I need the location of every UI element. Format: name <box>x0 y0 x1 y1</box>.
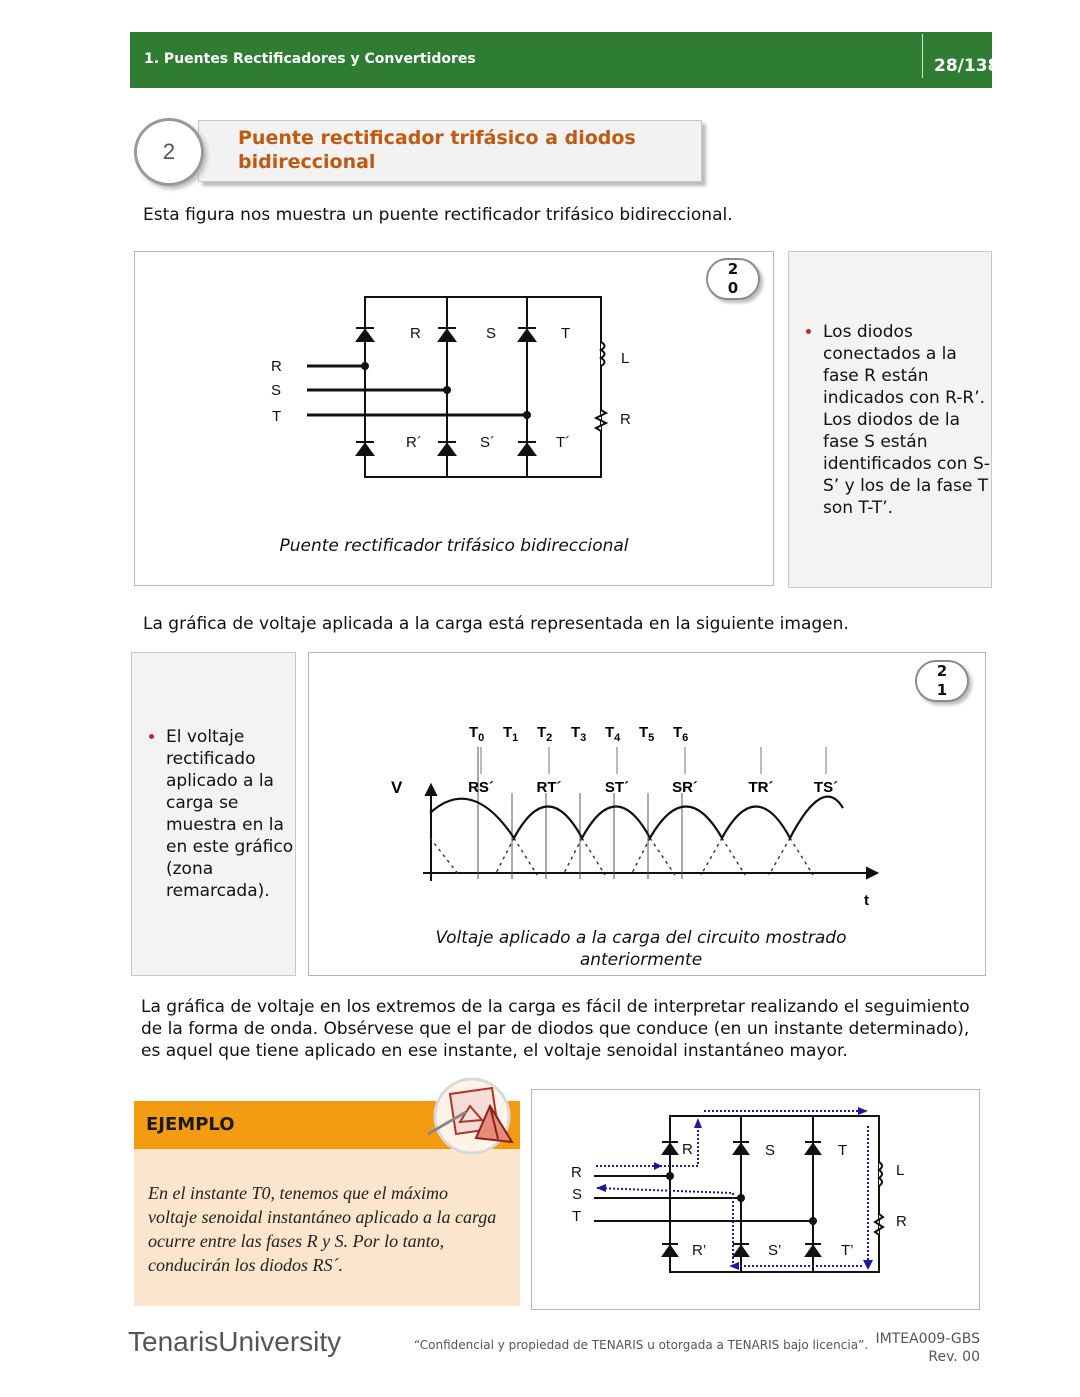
conducting-pair-label: RS´ <box>468 779 494 796</box>
figure-21-box <box>308 652 986 976</box>
diode-label-s: S <box>486 325 497 342</box>
conducting-pair-label: TR´ <box>748 779 774 796</box>
diode-r <box>662 1142 678 1154</box>
inductor-label: L <box>621 350 630 367</box>
time-axis-arrow <box>867 868 877 878</box>
note-voltage-item: • El voltaje rectificado aplicado a la carga se muestra en la en este gráfico (zona remarcada). <box>166 726 302 902</box>
diode-t-prime <box>805 1244 821 1256</box>
header-divider <box>922 34 923 78</box>
footer-document-code <box>866 1330 980 1366</box>
conducting-pair-label: RT´ <box>536 779 562 796</box>
time-instant-label: $T_1$ <box>503 724 519 744</box>
note-diodes-box <box>788 251 992 588</box>
footer-confidential: “Confidencial y propiedad de TENARIS u otorgada a TENARIS bajo licencia”. <box>414 1338 869 1352</box>
phase-sine-tail <box>650 838 675 875</box>
conducting-pair-label: SR´ <box>672 779 698 796</box>
inductor-symbol <box>879 1162 882 1186</box>
diode-label-t-prime: T’ <box>841 1242 854 1259</box>
time-axis-label: t <box>864 892 869 909</box>
page-number: 28/138 <box>934 56 1000 76</box>
badge-digit: 2 <box>936 662 948 680</box>
diode-label-s: S <box>765 1142 776 1159</box>
phase-label-r: R <box>571 1164 582 1181</box>
example-circuit-box <box>531 1089 980 1310</box>
time-instant-subscript: 3 <box>580 732 587 744</box>
phase-label-t: T <box>272 408 282 425</box>
load-resistor-label: R <box>620 411 631 428</box>
voltage-axis-label: V <box>391 778 403 797</box>
badge-digit: 0 <box>727 279 739 297</box>
caption-line: Voltaje aplicado a la carga del circuito mostrado <box>435 928 847 948</box>
voltage-axis-arrow <box>426 785 436 795</box>
figure-20-box <box>134 251 774 586</box>
footer-brand-logo: TenarisUniversity <box>128 1326 342 1357</box>
doc-code: IMTEA009-GBS <box>875 1331 980 1347</box>
interpretation-paragraph: La gráfica de voltaje en los extremos de la carga es fácil de interpretar realizando el seguimiento de la forma de onda. Obsérvese que el par de diodos que conduce (en un instante determinado), es aquel que tiene aplicado en ese instante, el voltaje senoidal instantáneo mayor. <box>141 997 970 1061</box>
current-path-return <box>596 1188 862 1266</box>
figure-21-caption <box>309 927 973 971</box>
time-instant-subscript: 6 <box>682 732 689 744</box>
phase-label-s: S <box>271 382 282 399</box>
doc-revision: Rev. 00 <box>928 1349 980 1365</box>
diode-label-r-prime: R’ <box>692 1242 707 1259</box>
bridge-circuit-diagram <box>135 252 773 542</box>
time-instant-label: $T_5$ <box>639 724 655 744</box>
figure-20-caption: Puente rectificador trifásico bidireccional <box>279 536 629 556</box>
time-instant-label: $T_0$ <box>469 724 485 744</box>
diode-t-prime <box>518 442 536 455</box>
diode-label-t: T <box>838 1142 848 1159</box>
note-voltage-list <box>144 726 302 902</box>
diode-r-prime <box>356 442 374 455</box>
phase-sine-tail <box>495 838 514 875</box>
badge-digit: 1 <box>936 681 948 699</box>
resistor-symbol <box>596 410 606 431</box>
inductor-label: L <box>896 1162 905 1179</box>
resistor-symbol <box>875 1214 883 1235</box>
current-arrowheads <box>596 1107 873 1270</box>
badge-digit: 2 <box>727 260 739 278</box>
junction-dot <box>523 411 531 419</box>
time-instant-subscript: 1 <box>512 732 519 744</box>
phase-sine-tail <box>514 838 537 875</box>
diode-s <box>438 328 456 341</box>
caption-line: anteriormente <box>579 950 703 970</box>
phase-label-r: R <box>271 358 282 375</box>
note-voltage-box <box>131 652 296 976</box>
rectified-voltage-curve <box>430 797 843 838</box>
phase-label-t: T <box>572 1208 582 1225</box>
section-number: 2 <box>134 118 204 186</box>
time-instant-label: $T_6$ <box>673 724 689 744</box>
phase-sine-tail <box>563 838 582 875</box>
time-instant-subscript: 0 <box>478 732 485 744</box>
example-circuit-diagram <box>532 1090 979 1309</box>
voltage-waveform-chart <box>309 653 985 923</box>
conducting-pair-label: ST´ <box>604 779 630 796</box>
phase-label-s: S <box>572 1186 583 1203</box>
diode-label-s-prime: S’ <box>768 1242 782 1259</box>
time-instant-label: $T_3$ <box>571 724 587 744</box>
page-header <box>130 32 1000 88</box>
example-body <box>134 1149 520 1306</box>
example-text: En el instante T0, tenemos que el máximo voltaje senoidal instantáneo aplicado a la carga ocurre entre las fases R y S. Por lo tanto, conducirán los diodos RS´. <box>148 1183 497 1275</box>
phase-sine-tail <box>582 838 605 875</box>
diode-label-r: R <box>682 1141 693 1158</box>
load-resistor-label: R <box>896 1213 907 1230</box>
pyramid-icon <box>420 1076 520 1158</box>
phase-sine-tail <box>430 838 459 875</box>
note-diodes-list <box>801 321 995 519</box>
diode-label-s-prime: S´ <box>480 434 495 451</box>
time-instant-subscript: 5 <box>648 732 655 744</box>
current-path-arrows <box>596 1111 868 1266</box>
diode-s-prime <box>733 1244 749 1256</box>
diode-label-r-prime: R´ <box>406 434 422 451</box>
intro-paragraph: Esta figura nos muestra un puente rectificador trifásico bidireccional. <box>143 205 733 225</box>
time-instant-subscript: 2 <box>546 732 553 744</box>
inductor-symbol <box>601 342 605 366</box>
time-instant-label: $T_2$ <box>537 724 553 744</box>
diode-r-prime <box>662 1244 678 1256</box>
voltage-intro-paragraph: La gráfica de voltaje aplicada a la carga está representada en la siguiente imagen. <box>143 614 849 634</box>
diode-t <box>518 328 536 341</box>
note-diodes-item: • Los diodos conectados a la fase R están indicados con R-R’. Los diodos de la fase S están identificados con S-S’ y los de la fase T son T-T’. <box>823 321 995 519</box>
example-label: EJEMPLO <box>146 1114 235 1135</box>
time-instant-subscript: 4 <box>614 732 621 744</box>
diode-t <box>805 1142 821 1154</box>
junction-dot <box>809 1217 817 1225</box>
diode-label-t-prime: T´ <box>556 434 571 451</box>
diode-label-t: T <box>561 325 571 342</box>
section-title: Puente rectificador trifásico a diodos bidireccional <box>238 127 636 173</box>
phase-sine-tail <box>722 838 745 875</box>
phase-sine-tail <box>701 838 722 875</box>
phase-sine-tail <box>769 838 790 875</box>
junction-dot <box>666 1172 674 1180</box>
diode-s-prime <box>438 442 456 455</box>
conducting-pair-label: TS´ <box>813 779 839 796</box>
junction-dot <box>443 386 451 394</box>
phase-sine-tail <box>631 838 650 875</box>
diode-label-r: R <box>410 325 421 342</box>
diode-s <box>733 1142 749 1154</box>
phase-sine-tail <box>790 838 813 875</box>
header-title: 1. Puentes Rectificadores y Convertidores <box>144 51 476 67</box>
junction-dot <box>737 1194 745 1202</box>
junction-dot <box>361 362 369 370</box>
time-instant-label: $T_4$ <box>605 724 621 744</box>
diode-r <box>356 328 374 341</box>
